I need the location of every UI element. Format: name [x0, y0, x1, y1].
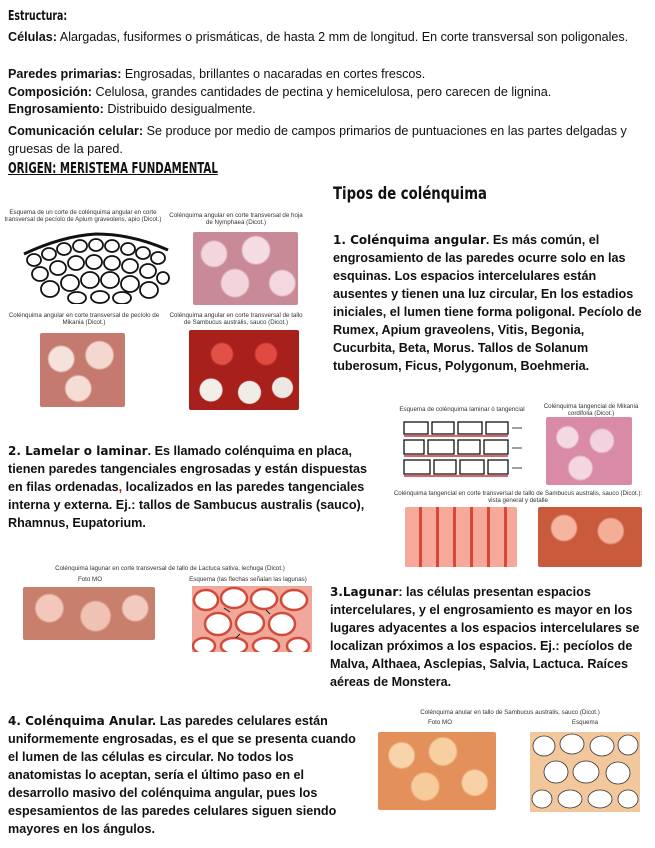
nymphaea-photo — [193, 232, 298, 305]
celulas-key: Células: — [8, 30, 57, 44]
origen-heading: ORIGEN: MERISTEMA FUNDAMENTAL — [8, 159, 218, 177]
caption-apium-scheme: Esquema de un corte de colénquima angular en corte transversal de pecíolo de Apium graveolens, apio (Dicot.) — [4, 209, 162, 223]
comunicacion-text: Se produce por medio de campos primarios de puntuaciones en las partes delgadas y gruesas de la pared. — [8, 124, 627, 156]
caption-sambucus-anular: Colénquima anular en tallo de Sambucus australis, sauco (Dicot.) — [420, 709, 600, 716]
caption-lactuca-foto: Foto MO — [77, 576, 103, 583]
celulas-text: Alargadas, fusiformes o prismáticas, de hasta 2 mm de longitud. En corte transversal son poligonales. — [57, 30, 629, 44]
caption-mikania-cordifolia: Colénquima tangencial de Mikania cordifolia (Dicot.) — [543, 403, 639, 417]
tipo-1-paragraph — [333, 231, 645, 375]
caption-nymphaea-photo: Colénquima angular en corte transversal de hoja de Nymphaea (Dicot.) — [169, 212, 303, 226]
caption-anular-esquema: Esquema — [571, 719, 599, 726]
tipo-1-heading: 1. Colénquima angular — [333, 233, 486, 247]
paredes-paragraph — [8, 65, 648, 83]
lactuca-photo — [23, 587, 155, 640]
tipo-2-heading: 2. Lamelar o laminar — [8, 444, 148, 458]
caption-lactuca-esquema: Esquema (las flechas señalan las lagunas) — [189, 576, 307, 583]
mikania-cordifolia-photo — [546, 417, 632, 485]
composicion-paragraph — [8, 83, 648, 101]
tipo-4-paragraph — [8, 712, 360, 838]
engrosamiento-key: Engrosamiento: — [8, 102, 104, 116]
tipo-3-heading: 3.Lagunar — [330, 585, 399, 599]
anular-scheme-figure — [530, 732, 640, 812]
tipo-3-paragraph — [330, 583, 648, 691]
tipo-4-heading: 4. Colénquima Anular. — [8, 714, 157, 728]
tipo-2-comma: , — [118, 480, 123, 494]
caption-anular-foto: Foto MO — [427, 719, 453, 726]
tipos-title: Tipos de colénquima — [333, 184, 488, 204]
composicion-key: Composición: — [8, 85, 92, 99]
caption-sambucus-angular: Colénquima angular en corte transversal de tallo de Sambucus australis, sauco (Dicot.) — [169, 312, 303, 326]
sambucus-tangencial-photo-detail — [538, 507, 642, 567]
caption-mikania-photo: Colénquima angular en corte transversal de pecíolo de Mikania (Dicot.) — [8, 312, 160, 326]
laminar-scheme-figure — [400, 418, 528, 486]
mikania-photo — [40, 333, 125, 407]
comunicacion-key: Comunicación celular: — [8, 124, 144, 138]
tipo-2-paragraph — [8, 442, 378, 532]
caption-lactuca-lagunar: Colénquima lagunar en corte transversal de tallo de Lactuca sativa, lechuga (Dicot.) — [55, 565, 285, 572]
tipo-2-text-b: localizados en las paredes tangenciales interna y externa. Ej.: tallos de Sambucus australis (sauco), Rhamnus, Eupatorium. — [8, 480, 365, 530]
celulas-paragraph — [8, 28, 648, 46]
sambucus-angular-photo — [189, 330, 299, 410]
caption-sambucus-tangencial: Colénquima tangencial en corte transversal de tallo de Sambucus australis, sauco (Dicot.): vista general y detalle — [393, 490, 643, 504]
paredes-text: Engrosadas, brillantes o nacaradas en cortes frescos. — [121, 67, 426, 81]
caption-laminar-scheme: Esquema de colénquima laminar ó tangencial — [399, 406, 525, 413]
engrosamiento-paragraph — [8, 100, 648, 118]
section-title-estructura: Estructura: — [8, 9, 68, 24]
apium-scheme-figure — [22, 232, 170, 304]
tipo-2-text-a: . Es llamado colénquima en placa, tienen paredes tangenciales engrosadas y están dispuestas en filas ordenadas — [8, 444, 368, 494]
lactuca-scheme-figure — [192, 586, 312, 652]
tipo-4-text: Las paredes celulares están uniformemente engrosadas, es el que se presenta cuando el lumen de las células es circular. No todos los anatomistas lo aceptan, sería el último paso en el desarrollo masivo del colénquima angular, pues los espesamientos de las paredes celulares siguen siendo mayores en los ángulos. — [8, 714, 356, 836]
sambucus-anular-photo — [378, 732, 496, 810]
tipo-1-text: . Es más común, el engrosamiento de las paredes ocurre solo en las esquinas. Los espacios intercelulares están ausentes y tienen una luz circular, En los estadios iniciales, el lumen tiene forma poligonal. Pecíolo de Rumex, Apium graveolens, Vitis, Begonia, Cucurbita, Beta, Morus. Tallos de Solanum tuberosum, Ficus, Polygonum, Boehmeria. — [333, 233, 642, 373]
composicion-text: Celulosa, grandes cantidades de pectina y hemicelulosa, pero carecen de lignina. — [91, 85, 552, 99]
engrosamiento-text: Distribuido desigualmente. — [103, 102, 256, 116]
sambucus-tangencial-photo-general — [405, 507, 517, 567]
comunicacion-paragraph — [8, 122, 648, 158]
tipo-3-text: : las células presentan espacios intercelulares, y el engrosamiento es mayor en los lugares adyacentes a los espacios intercelulares se localizan próximos a los espacios. Ej.: pecíolos de Malva, Althaea, Asclepias, Salvia, Lactuca. Raíces aéreas de Monstera. — [330, 585, 640, 689]
paredes-key: Paredes primarias: — [8, 67, 122, 81]
